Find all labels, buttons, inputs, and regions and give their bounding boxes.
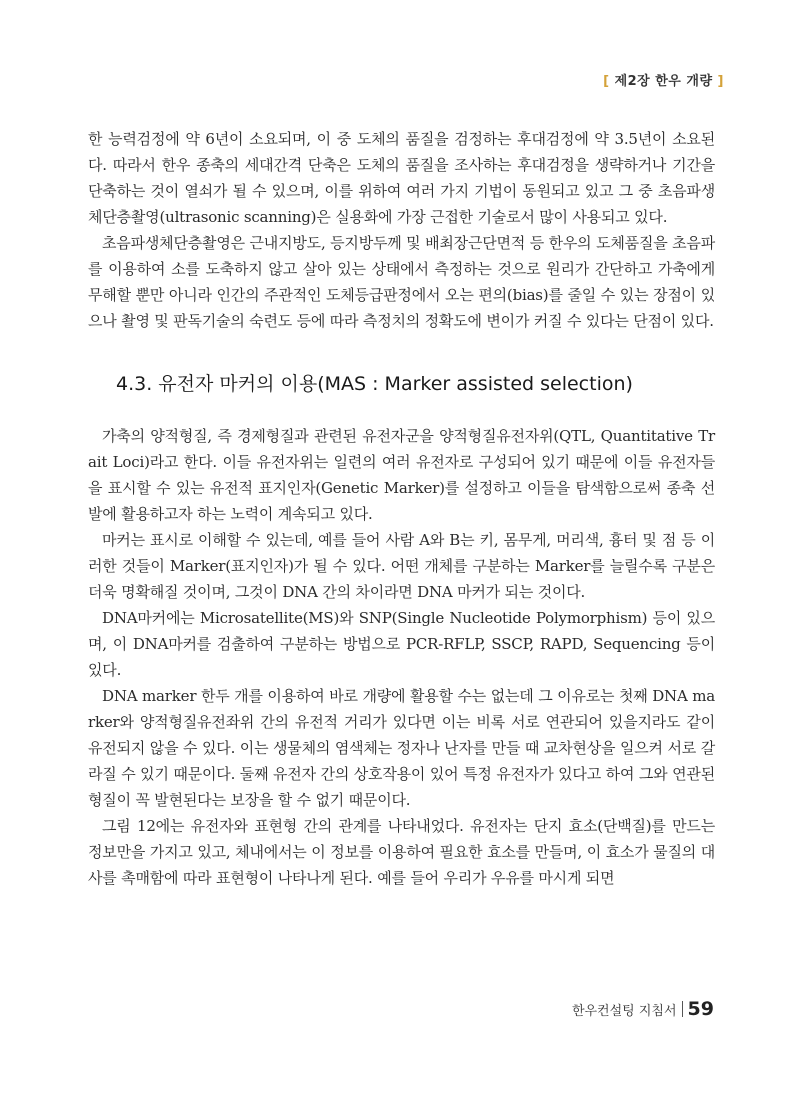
- page-footer: [572, 998, 714, 1020]
- section-heading: 4.3. 유전자 마커의 이용(MAS : Marker assisted selection): [116, 373, 633, 395]
- bracket-close: ]: [717, 74, 724, 89]
- paragraph-5: DNA마커에는 Microsatellite(MS)와 SNP(Single Nucleotide Polymorphism) 등이 있으며, 이 DNA마커를 검출하여 구분하는 방법으로 PCR-RFLP, SSCP, RAPD, Sequencing 등이 있다.: [88, 609, 715, 679]
- page-content: [88, 126, 715, 891]
- page-number: 59: [687, 998, 714, 1020]
- footer-divider: [682, 1001, 683, 1017]
- chapter-header: [603, 70, 724, 89]
- paragraph-6: DNA marker 한두 개를 이용하여 바로 개량에 활용할 수는 없는데 그 이유로는 첫째 DNA marker와 양적형질유전좌위 간의 유전적 거리가 있다면 이는 비록 서로 연관되어 있을지라도 같이 유전되지 않을 수 있다. 이는 생물체의 염색체는 정자나 난자를 만들 때 교차현상을 일으켜 서로 갈라질 수 있기 때문이다. 둘째 유전자 간의 상호작용이 있어 특정 유전자가 있다고 하여 그와 연관된 형질이 꼭 발현된다는 보장을 할 수 없기 때문이다.: [88, 687, 715, 809]
- paragraph-7: 그림 12에는 유전자와 표현형 간의 관계를 나타내었다. 유전자는 단지 효소(단백질)를 만드는 정보만을 가지고 있고, 체내에서는 이 정보를 이용하여 필요한 효소를 만들며, 이 효소가 물질의 대사를 촉매함에 따라 표현형이 나타나게 된다. 예를 들어 우리가 우유를 마시게 되면: [88, 817, 715, 887]
- chapter-label: 제2장 한우 개량: [614, 74, 713, 89]
- footer-book-title: 한우컨설팅 지침서: [571, 1003, 677, 1019]
- paragraph-4: 마커는 표시로 이해할 수 있는데, 예를 들어 사람 A와 B는 키, 몸무게, 머리색, 흉터 및 점 등 이러한 것들이 Marker(표지인자)가 될 수 있다. 어떤 개체를 구분하는 Marker를 늘릴수록 구분은 더욱 명확해질 것이며, 그것이 DNA 간의 차이라면 DNA 마커가 되는 것이다.: [88, 531, 715, 601]
- bracket-open: [: [603, 74, 610, 89]
- paragraph-1: 한 능력검정에 약 6년이 소요되며, 이 중 도체의 품질을 검정하는 후대검정에 약 3.5년이 소요된다. 따라서 한우 종축의 세대간격 단축은 도체의 품질을 조사하는 후대검정을 생략하거나 기간을 단축하는 것이 열쇠가 될 수 있으며, 이를 위하여 여러 가지 기법이 동원되고 있고 그 중 초음파생체단층촬영(ultrasonic scanning)은 실용화에 가장 근접한 기술로서 많이 사용되고 있다.: [88, 130, 715, 226]
- paragraph-2: 초음파생체단층촬영은 근내지방도, 등지방두께 및 배최장근단면적 등 한우의 도체품질을 초음파를 이용하여 소를 도축하지 않고 살아 있는 상태에서 측정하는 것으로 원리가 간단하고 가축에게 무해할 뿐만 아니라 인간의 주관적인 도체등급판정에서 오는 편의(bias)를 줄일 수 있는 장점이 있으나 촬영 및 판독기술의 숙련도 등에 따라 측정치의 정확도에 변이가 커질 수 있다는 단점이 있다.: [88, 234, 715, 330]
- paragraph-3: 가축의 양적형질, 즉 경제형질과 관련된 유전자군을 양적형질유전자위(QTL, Quantitative Trait Loci)라고 한다. 이들 유전자위는 일련의 여러 유전자로 구성되어 있기 때문에 이들 유전자들을 표시할 수 있는 유전적 표지인자(Genetic Marker)를 설정하고 이들을 탐색함으로써 종축 선발에 활용하고자 하는 노력이 계속되고 있다.: [88, 427, 715, 523]
